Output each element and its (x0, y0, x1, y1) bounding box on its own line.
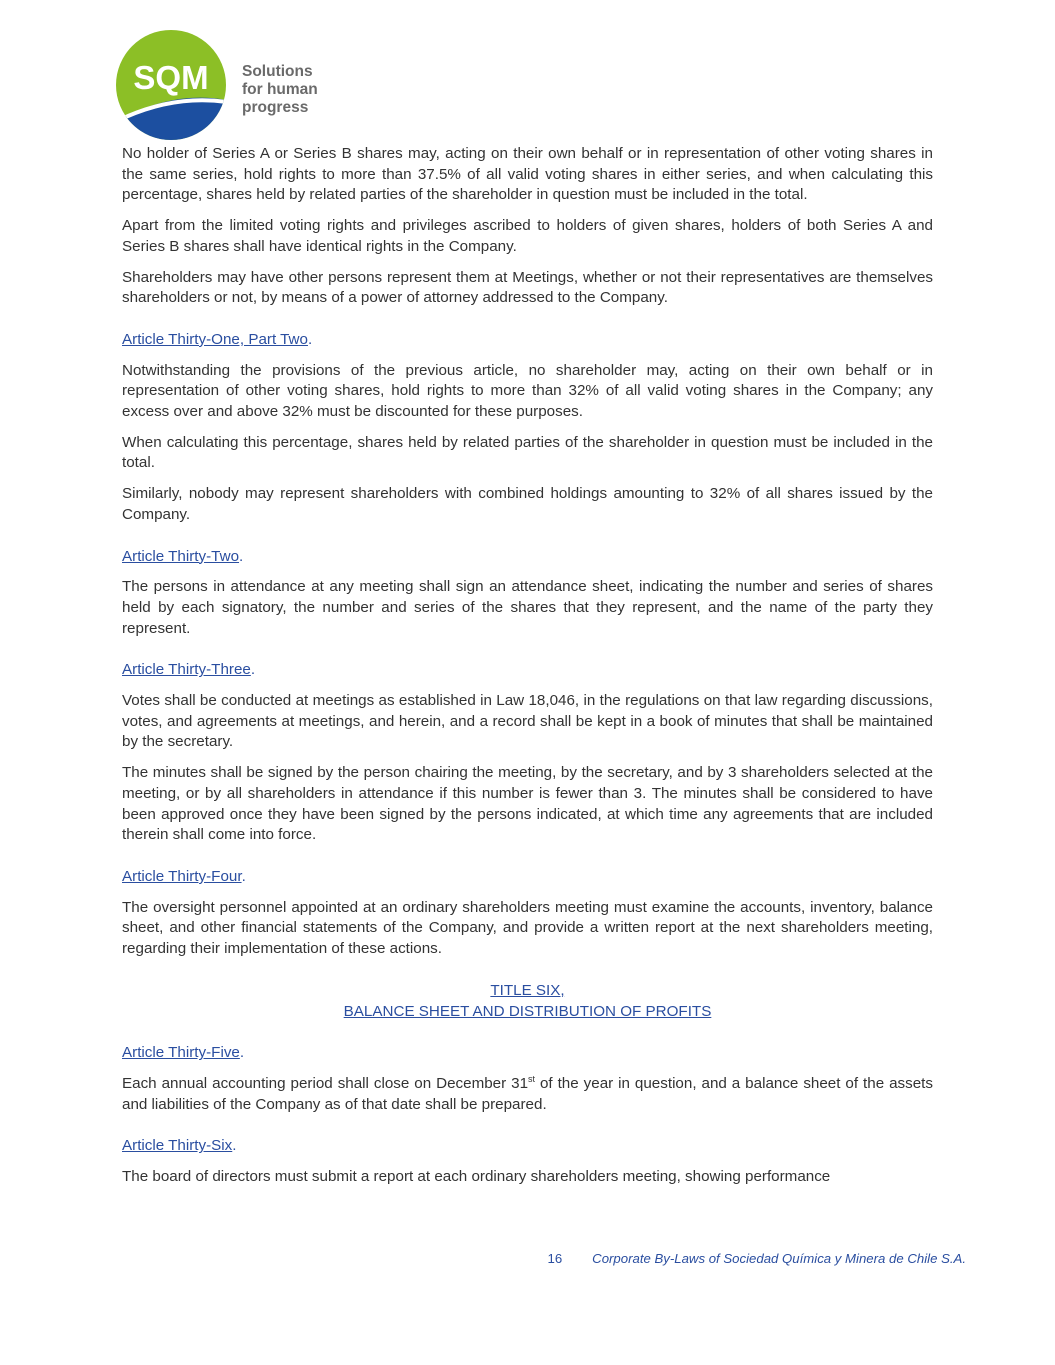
paragraph-representation: Shareholders may have other persons represent them at Meetings, whether or not their representatives are themselves shareholders or not, by means of a power of attorney addressed to the Company. (122, 268, 933, 307)
accounting-text-b: of the year in question, and a balance sheet of the assets and liabilities of the Company as of that date shall be prepared. (122, 1074, 933, 1113)
title-line-2: BALANCE SHEET AND DISTRIBUTION OF PROFITS (343, 1002, 712, 1020)
accounting-text-a: Each annual accounting period shall close on December 31 (122, 1074, 529, 1092)
logo-tagline (242, 63, 318, 117)
tagline-line-1: Solutions (242, 63, 313, 80)
article-31-part-2-link[interactable]: Article Thirty-One, Part Two (122, 330, 308, 348)
article-heading: Article Thirty-One, Part Two. (122, 330, 313, 348)
paragraph-identical-rights: Apart from the limited voting rights and privileges ascribed to holders of given shares, holders of both Series A and Series B shares shall have identical rights in the Company. (122, 217, 933, 255)
footer-doc-title: Corporate By-Laws of Sociedad Química y Minera de Chile S.A. (592, 1251, 966, 1266)
section-title (122, 981, 933, 1022)
document-body (122, 144, 933, 1198)
article-heading: Article Thirty-Two. (122, 547, 244, 565)
sqm-logo-mark (115, 30, 227, 142)
paragraph-32-percent-limit: Notwithstanding the provisions of the previous article, no shareholder may, acting on their own behalf or in representation of other voting shares, hold rights to more than 32% of all valid voting shares in the Company; any excess over and above 32% must be discounted for these purposes. (122, 361, 933, 421)
article-heading: Article Thirty-Four. (122, 867, 246, 885)
paragraph-related-parties: When calculating this percentage, shares held by related parties of the shareholder in question must be included in the total. (122, 433, 933, 472)
article-33-link[interactable]: Article Thirty-Three (122, 661, 251, 679)
article-32-link[interactable]: Article Thirty-Two (122, 547, 240, 565)
paragraph-oversight: The oversight personnel appointed at an ordinary shareholders meeting must examine the accounts, inventory, balance sheet, and other financial statements of the Company, and provide a written report at the next shareholders meeting, regarding their implementation of these actions. (122, 898, 933, 958)
paragraph-representation-limit: Similarly, nobody may represent shareholders with combined holdings amounting to 32% of all shares issued by the Company. (122, 485, 933, 523)
page-number: 16 (547, 1251, 563, 1266)
paragraph-series-limit: No holder of Series A or Series B shares may, acting on their own behalf or in representation of other voting shares in the same series, hold rights to more than 37.5% of all valid voting shares in either series, and when calculating this percentage, shares held by related parties of the shareholder in question must be included in the total. (122, 145, 933, 204)
sqm-logo (115, 30, 335, 142)
article-heading: Article Thirty-Five. (122, 1044, 245, 1062)
tagline-line-3: progress (242, 99, 309, 116)
paragraph-minutes: The minutes shall be signed by the person chairing the meeting, by the secretary, and by 3 shareholders selected at the meeting, or by all shareholders in attendance if this number is fewer than 3. The minutes shall be considered to have been approved once they have been signed by the persons indicated, at which time any agreements that are included therein shall come into force. (122, 764, 933, 844)
article-35-link[interactable]: Article Thirty-Five (122, 1044, 240, 1062)
page-footer (0, 1251, 966, 1266)
paragraph-attendance-sheet: The persons in attendance at any meeting shall sign an attendance sheet, indicating the number and series of shares held by each signatory, the number and series of the shares that they represent, and the name of the party they represent. (122, 578, 933, 637)
paragraph-board-report: The board of directors must submit a report at each ordinary shareholders meeting, showing performance (122, 1168, 831, 1186)
title-line-1: TITLE SIX, (490, 981, 565, 999)
article-34-link[interactable]: Article Thirty-Four (122, 867, 242, 885)
article-heading: Article Thirty-Three. (122, 661, 256, 679)
article-heading: Article Thirty-Six. (122, 1137, 237, 1155)
paragraph-votes: Votes shall be conducted at meetings as established in Law 18,046, in the regulations on that law regarding discussions, votes, and agreements at meetings, and herein, and a record shall be kept in a book of minutes that shall be maintained by the secretary. (122, 692, 933, 751)
ordinal-suffix: st (528, 1073, 536, 1084)
logo-text: SQM (133, 59, 209, 96)
tagline-line-2: for human (242, 81, 318, 98)
paragraph-accounting-period (122, 1074, 933, 1115)
article-36-link[interactable]: Article Thirty-Six (122, 1137, 233, 1155)
